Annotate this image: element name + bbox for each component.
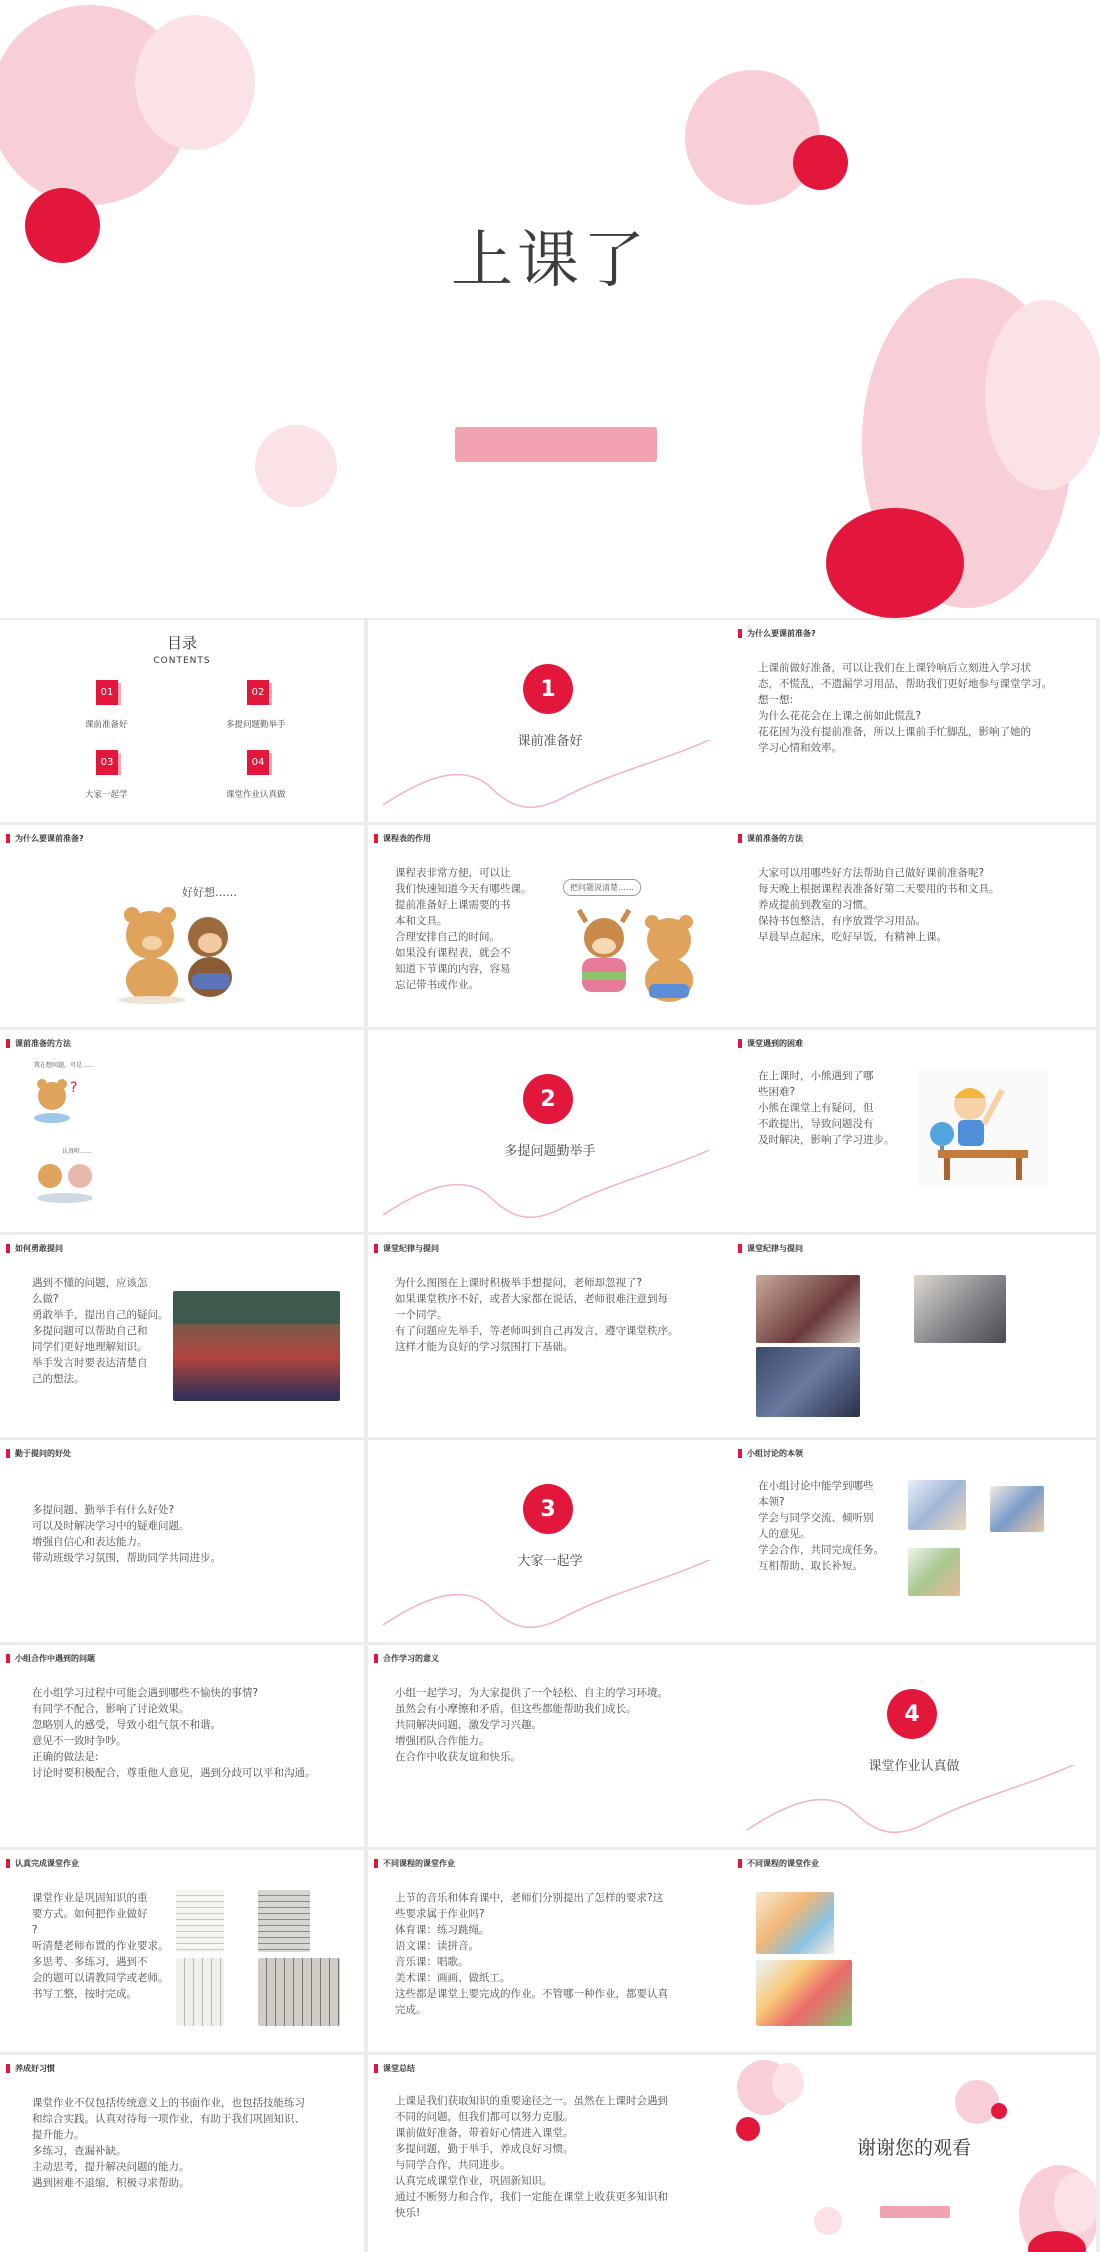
- group-study-illustration: [908, 1480, 966, 1530]
- cow-bear-illustration: [564, 900, 714, 1010]
- section-title: 课堂作业认真做: [868, 1759, 960, 1774]
- slide-why-prepare-cartoon[interactable]: [0, 825, 364, 1027]
- cover-bar: [455, 427, 657, 462]
- student-raising-hand-illustration: [918, 1068, 1048, 1188]
- illustration-caption: 我在想问题，可是……: [34, 1062, 95, 1069]
- classroom-photo: [173, 1291, 340, 1401]
- slide-body: 课堂作业不仅包括传统意义上的书面作业，也包括技能练习 和综合实践。认真对待每一项作业，有助于我们巩固知识、 提升能力。 多练习，查漏补缺。 主动思考，提升解决问题的能力。 遇到困难不退缩，积极寻求帮助。: [32, 2097, 305, 2189]
- slide-group-discuss[interactable]: [732, 1440, 1096, 1642]
- slide-body: 遇到不懂的问题，应该怎 么做? 勇敢举手，提出自己的疑问。 多提问题可以帮助自己和 同学们更好地理解知识。 举手发言时要表达清楚自 己的想法。: [32, 1277, 169, 1385]
- worksheet-photo: [176, 1958, 224, 2026]
- slide-coop-meaning[interactable]: [368, 1645, 732, 1847]
- slide-discipline[interactable]: [368, 1235, 732, 1437]
- cover-title: 上课了: [450, 223, 649, 296]
- group-study-illustration: [908, 1548, 960, 1596]
- slide-section-2[interactable]: [368, 1030, 732, 1232]
- worksheet-photo: [258, 1890, 310, 1952]
- slide-schedule[interactable]: [368, 825, 732, 1027]
- cover-deco-circle: [135, 15, 255, 150]
- slide-heading: 课前准备的方法: [6, 1038, 71, 1049]
- slide-heading: 课堂纪律与提问: [738, 1243, 803, 1254]
- slide-heading: 不同课程的课堂作业: [738, 1858, 819, 1869]
- slide-heading: 合作学习的意义: [374, 1653, 439, 1664]
- slide-difficulty[interactable]: [732, 1030, 1096, 1232]
- slide-heading: 小组合作中遇到的问题: [6, 1653, 95, 1664]
- classroom-photo: [914, 1275, 1006, 1343]
- toc-number: 03: [96, 750, 118, 775]
- cover-deco-circle: [826, 508, 964, 618]
- slide-diff-homework[interactable]: [368, 1850, 732, 2052]
- slide-heading: 课堂遇到的困难: [738, 1038, 803, 1049]
- slide-section-3[interactable]: [368, 1440, 732, 1642]
- slide-heading: 课堂纪律与提问: [374, 1243, 439, 1254]
- slide-heading: 为什么要课前准备?: [738, 628, 816, 639]
- bear-thinking-illustration: [26, 1074, 86, 1124]
- bear-monkey-illustration: [110, 895, 260, 1005]
- thanks-title: 谢谢您的观看: [856, 2137, 971, 2159]
- section-number: 1: [523, 664, 573, 714]
- slide-body: 上节的音乐和体育课中，老师们分别提出了怎样的要求?这 些要求属于作业吗? 体育课：练习跳绳。 语文课：读拼音。 音乐课：唱歌。 美术课：画画、做纸工。 这些都是课堂上要完成的作业。不管哪一种作业，都要认真 完成。: [395, 1892, 668, 2016]
- classroom-photo: [756, 1275, 860, 1343]
- slide-body: 课程表非常方便，可以让 我们快速知道今天有哪些课。 提前准备好上课需要的书 本和文具。 合理安排自己的时间。 如果没有课程表，就会不 知道下节课的内容，容易 忘记带书或作业。: [395, 867, 532, 991]
- classroom-photo: [756, 1347, 860, 1417]
- toc-label: 课前准备好: [85, 720, 128, 730]
- slide-brave-ask[interactable]: [0, 1235, 364, 1437]
- slide-section-4[interactable]: [732, 1645, 1096, 1847]
- thanks-bar: [880, 2206, 950, 2218]
- slide-discipline-photos[interactable]: [732, 1235, 1096, 1437]
- children-activity-illustration: [756, 1892, 834, 1954]
- toc-number: 01: [96, 680, 118, 705]
- wave-decoration: [368, 1560, 732, 1642]
- section-title: 大家一起学: [517, 1554, 583, 1569]
- slide-body: 多提问题、勤举手有什么好处? 可以及时解决学习中的疑难问题。 增强自信心和表达能力。 带动班级学习氛围，帮助同学共同进步。: [32, 1504, 221, 1564]
- wave-decoration: [732, 1765, 1096, 1847]
- slide-body: 大家可以用哪些好方法帮助自己做好课前准备呢? 每天晚上根据课程表准备好第二天要用的书和文具。 养成提前到教室的习惯。 保持书包整洁，有序放置学习用品。 早晨早点起床，吃好早饭，有精神上课。: [758, 867, 1000, 943]
- wave-decoration: [368, 1150, 732, 1232]
- slide-good-habits[interactable]: [0, 2055, 364, 2252]
- deco-circle: [991, 2103, 1007, 2119]
- slide-benefits[interactable]: [0, 1440, 364, 1642]
- speech-bubble: 把问题说清楚……: [563, 879, 641, 896]
- deco-circle: [955, 2080, 999, 2124]
- slide-body: 上课是我们获取知识的重要途径之一。虽然在上课时会遇到 不同的问题，但我们都可以努力克服。 课前做好准备，带着好心情进入课堂。 多提问题，勤于举手，养成良好习惯。 与同学合作，共同进步。 认真完成课堂作业，巩固新知识。 通过不断努力和合作，我们一定能在课堂上收获更多知识和 快乐!: [395, 2095, 668, 2219]
- slide-heading: 勤于提问的好处: [6, 1448, 71, 1459]
- deco-circle: [772, 2063, 804, 2103]
- slide-body: 为什么图图在上课时积极举手想提问，老师却忽视了? 如果课堂秩序不好，或者大家都在说话，老师很难注意到每 一个同学。 有了问题应先举手，等老师叫到自己再发言，遵守课堂秩序。 这样才能为良好的学习氛围打下基础。: [395, 1277, 679, 1353]
- slide-body: 小组一起学习，为大家提供了一个轻松、自主的学习环境。 虽然会有小摩擦和矛盾，但这些都能帮助我们成长。 共同解决问题，激发学习兴趣。 增强团队合作能力。 在合作中收获友谊和快乐。: [395, 1687, 668, 1763]
- slide-heading: 课堂总结: [374, 2063, 415, 2074]
- toc-label: 课堂作业认真做: [226, 790, 286, 800]
- slide-toc[interactable]: [0, 620, 364, 822]
- bear-listening-illustration: [30, 1154, 110, 1204]
- cover-deco-circle: [255, 425, 337, 507]
- toc-number: 02: [247, 680, 269, 705]
- svg-text:?: ?: [70, 1080, 78, 1096]
- slide-why-prepare[interactable]: [732, 620, 1096, 822]
- group-study-illustration: [990, 1486, 1044, 1532]
- slide-heading: 养成好习惯: [6, 2063, 55, 2074]
- wave-decoration: [368, 740, 732, 822]
- slide-group-problems[interactable]: [0, 1645, 364, 1847]
- slide-summary[interactable]: [368, 2055, 732, 2252]
- cover-deco-circle: [985, 300, 1100, 490]
- slide-body: 上课前做好准备，可以让我们在上课铃响后立刻进入学习状 态，不慌乱，不遗漏学习用品，帮助我们更好地参与课堂学习。 想一想: 为什么花花会在上课之前如此慌乱? 花花因为没有提前准备，所以上课前手忙脚乱，影响了她的 学习心情和效率。: [758, 662, 1052, 754]
- deco-circle: [1054, 2173, 1096, 2233]
- section-title: 多提问题勤举手: [504, 1144, 596, 1159]
- slide-heading: 小组讨论的本领: [738, 1448, 803, 1459]
- slide-heading: 不同课程的课堂作业: [374, 1858, 455, 1869]
- slide-heading: 如何勇敢提问: [6, 1243, 63, 1254]
- toc-subtitle: CONTENTS: [153, 656, 211, 666]
- toc-label: 多提问题勤举手: [226, 720, 286, 730]
- slide-heading: 课程表的作用: [374, 833, 431, 844]
- cover-deco-circle: [685, 70, 820, 205]
- toc-title: 目录: [166, 634, 197, 652]
- illustration-caption: 认真听……: [62, 1148, 93, 1155]
- slide-body: 在小组学习过程中可能会遇到哪些不愉快的事情? 有同学不配合，影响了讨论效果。 忽略别人的感受，导致小组气氛不和谐。 意见不一致时争吵。 正确的做法是: 讨论时要积极配合，尊重他人意见，遇到分歧可以平和沟通。: [32, 1687, 316, 1779]
- toc-label: 大家一起学: [85, 790, 128, 800]
- section-number: 4: [887, 1689, 937, 1739]
- slide-body: 在上课时，小熊遇到了哪 些困难? 小熊在课堂上有疑问，但 不敢提出，导致问题没有 及时解决，影响了学习进步。: [758, 1070, 895, 1146]
- slide-prep-methods[interactable]: [732, 825, 1096, 1027]
- worksheet-photo: [176, 1890, 224, 1952]
- slide-prep-methods-cartoon[interactable]: [0, 1030, 364, 1232]
- slide-thanks[interactable]: [732, 2055, 1096, 2252]
- slide-diff-homework-pictures[interactable]: [732, 1850, 1096, 2052]
- worksheet-photo: [258, 1958, 340, 2026]
- illustration-caption: 好好想……: [182, 886, 237, 899]
- slide-heading: 认真完成课堂作业: [6, 1858, 79, 1869]
- cover-deco-circle: [793, 135, 848, 190]
- section-number: 3: [523, 1484, 573, 1534]
- slide-homework[interactable]: [0, 1850, 364, 2052]
- slide-body: 课堂作业是巩固知识的重 要方式。如何把作业做好 ? 听清楚老师布置的作业要求。 多思考、多练习，遇到不 会的题可以请教同学或老师。 书写工整，按时完成。: [32, 1892, 169, 2000]
- slide-section-1[interactable]: [368, 620, 732, 822]
- deco-circle: [814, 2207, 842, 2235]
- section-title: 课前准备好: [517, 734, 583, 749]
- slide-heading: 课前准备的方法: [738, 833, 803, 844]
- slide-body: 在小组讨论中能学到哪些 本领? 学会与同学交流、倾听别 人的意见。 学会合作，共同完成任务。 互相帮助、取长补短。: [758, 1480, 884, 1572]
- slide-heading: 为什么要课前准备?: [6, 833, 84, 844]
- children-activity-illustration: [756, 1960, 852, 2026]
- section-number: 2: [523, 1074, 573, 1124]
- toc-number: 04: [247, 750, 269, 775]
- cover-slide: [0, 0, 1100, 618]
